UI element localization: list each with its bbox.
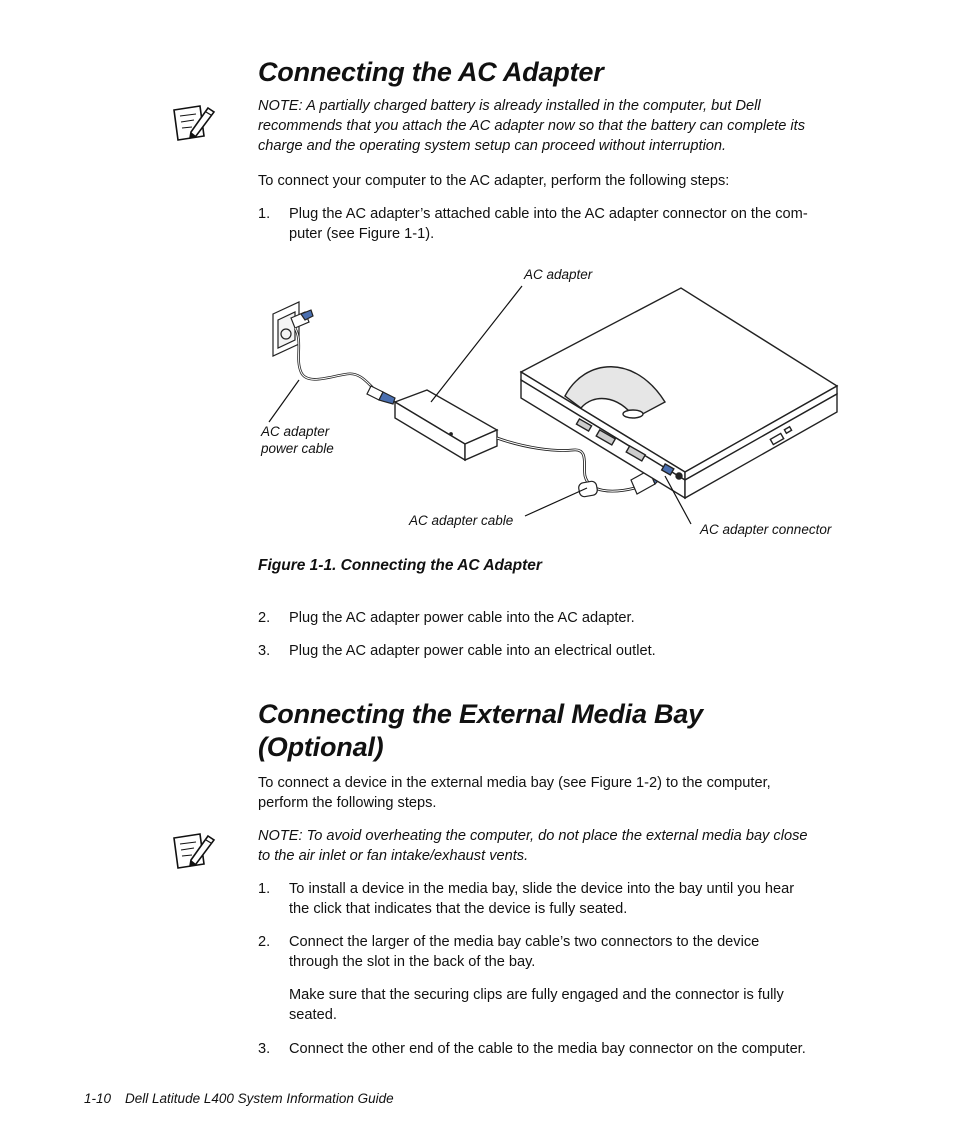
heading-line: (Optional)	[258, 732, 384, 762]
paragraph-line: To connect a device in the external media bay (see Figure 1-2) to the computer,	[258, 775, 771, 791]
step-text: the click that indicates that the device is fully seated.	[289, 901, 628, 917]
step-text: Connect the larger of the media bay cable’s two connectors to the device	[289, 934, 760, 950]
ac-adapter-illustration	[255, 262, 865, 547]
list-number: 2.	[258, 610, 271, 626]
laptop-computer	[521, 288, 837, 498]
note-line: to the air inlet or fan intake/exhaust vents.	[258, 848, 529, 864]
step-text: Plug the AC adapter power cable into the AC adapter.	[289, 610, 635, 626]
ac-adapter-brick	[395, 390, 497, 460]
note-pencil-icon	[170, 830, 218, 872]
note-line: recommends that you attach the AC adapter now so that the battery can complete its	[258, 118, 806, 134]
note-pencil-icon	[170, 102, 218, 144]
list-number: 3.	[258, 643, 271, 659]
label-adapter-cable: AC adapter cable	[409, 513, 514, 528]
leader-line	[525, 488, 587, 516]
intro-paragraph: To connect your computer to the AC adapter, perform the following steps:	[258, 173, 730, 189]
leader-line	[269, 380, 299, 422]
note-line: charge and the operating system setup can proceed without interruption.	[258, 138, 727, 154]
step-text: Connect the other end of the cable to the media bay connector on the computer.	[289, 1041, 806, 1057]
section-heading-media-bay	[258, 698, 878, 764]
note-line: NOTE: A partially charged battery is already installed in the computer, but Dell	[258, 98, 761, 114]
step-text: Make sure that the securing clips are fully engaged and the connector is fully	[289, 987, 784, 1003]
step-text: puter (see Figure 1-1).	[289, 226, 435, 242]
label-power-cable	[261, 423, 334, 457]
list-number: 3.	[258, 1041, 271, 1057]
step-text: Plug the AC adapter’s attached cable into the AC adapter connector on the com-	[289, 206, 808, 222]
note-battery	[258, 96, 863, 156]
list-number: 1.	[258, 206, 271, 222]
note-line: NOTE: To avoid overheating the computer, do not place the external media bay close	[258, 828, 808, 844]
section-heading-ac-adapter: Connecting the AC Adapter	[258, 57, 604, 87]
list-number: 2.	[258, 934, 271, 950]
step-text: To install a device in the media bay, slide the device into the bay until you hear	[289, 881, 795, 897]
footer-title: Dell Latitude L400 System Information Guide	[125, 1091, 394, 1106]
page-footer	[84, 1091, 394, 1106]
step-text: through the slot in the back of the bay.	[289, 954, 536, 970]
label-line: AC adapter	[261, 424, 330, 439]
step-text: Plug the AC adapter power cable into an electrical outlet.	[289, 643, 656, 659]
figure-caption: Figure 1-1. Connecting the AC Adapter	[258, 557, 542, 574]
list-number: 1.	[258, 881, 271, 897]
intro-paragraph	[258, 773, 863, 813]
label-line: power cable	[261, 441, 334, 456]
figure-ac-adapter	[255, 262, 865, 547]
page-number: 1-10	[84, 1091, 112, 1106]
paragraph-line: perform the following steps.	[258, 795, 437, 811]
heading-line: Connecting the External Media Bay	[258, 699, 703, 729]
note-overheating	[258, 826, 863, 866]
label-ac-adapter: AC adapter	[524, 267, 593, 282]
step-text: seated.	[289, 1007, 337, 1023]
label-adapter-connector: AC adapter connector	[700, 522, 832, 537]
leader-line	[431, 286, 522, 402]
